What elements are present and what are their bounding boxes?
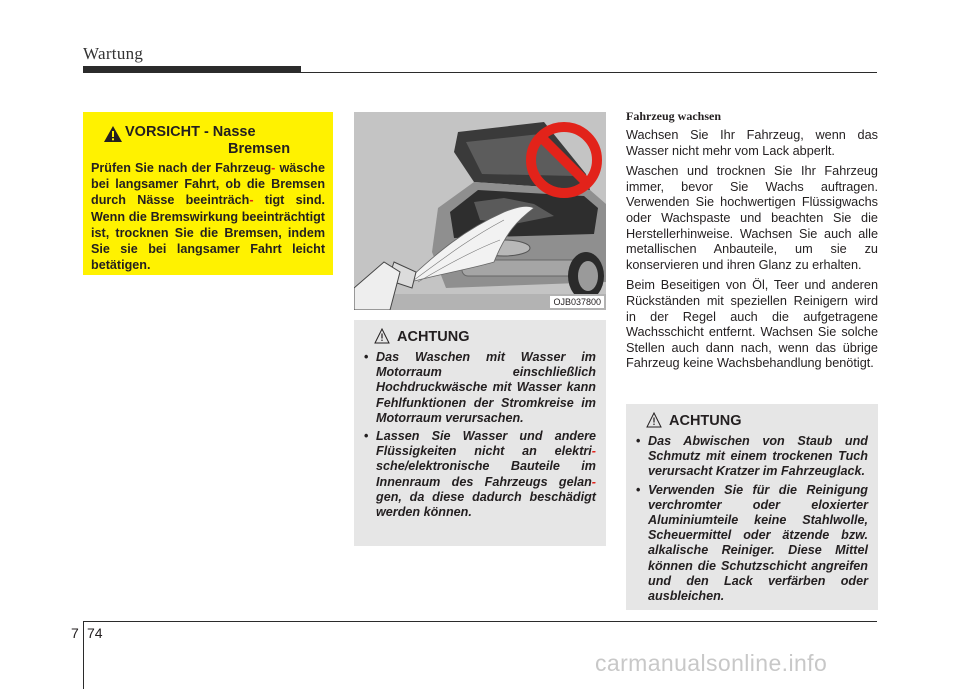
achtung-list [636,434,868,604]
section-title: Wartung [83,44,144,63]
achtung-list-item: • Das Abwischen von Staub und Schmutz mit einem trockenen Tuch verursacht Kratzer im Fahrzeuglack. [636,434,868,480]
achtung-text: sche/elektronische Bauteile im Innenraum des Fahrzeugs gelan [376,459,596,489]
warning-triangle-icon [103,125,123,143]
achtung-list-item [364,429,596,520]
warning-triangle-icon [374,328,390,344]
caution-line: beeinträchtigt ist, trocknen Sie die [91,209,325,240]
caution-line: wäsche bei langsamer Fahrt, ob die [91,161,325,192]
hyphen-mark: - [591,474,596,489]
achtung-header [364,328,596,350]
warning-triangle-icon [646,412,662,428]
caution-text [91,160,325,273]
chapter-number: 7 [71,625,79,641]
waxing-paragraph: Waschen und trocknen Sie Ihr Fahrzeug immer, bevor Sie Wachs auftragen. Verwenden Sie hochwertigen Flüssigwachs oder Wachspaste und beachten Sie die Herstellerhinweise. Wachsen Sie auch alle metallischen Anbauteile, um sie zu konservieren und ihren Glanz zu erhalten. [626,164,878,272]
achtung-title: ACHTUNG [669,413,742,429]
photo-code-label: OJB037800 [550,296,604,308]
achtung-text: Lassen Sie Wasser und andere Flüssigkeiten nicht an elektri [376,429,596,459]
caution-title-line2: Bremsen [228,141,291,157]
caution-line: Bremsen, indem Sie sie bei [91,225,326,257]
hyphen-mark: - [249,193,254,208]
achtung-list-item [364,350,596,426]
caution-box [83,112,333,275]
caution-title: VORSICHT - Nasse [125,124,256,140]
hyphen-mark: - [591,444,596,459]
header-rule [301,72,877,73]
waxing-section [626,109,878,377]
footer-rule [83,621,877,622]
caution-line: Prüfen Sie nach der Fahrzeug [91,161,272,175]
caution-line: Bremsen durch Nässe beeinträch [91,177,326,208]
caution-line: langsamer Fahrt leicht betätigen. [91,242,326,273]
achtung-title: ACHTUNG [397,329,470,345]
achtung-text: Das Waschen mit Wasser im Motorraum einschließlich Hochdruckwäsche mit Wasser kann Fehlfunktionen der Stromkreise im Motorraum verursachen. [376,350,596,425]
caution-line: tigt sind. Wenn die Bremswirkung [91,193,326,224]
achtung-header [636,412,868,434]
achtung-list-item: • Verwenden Sie für die Reinigung verchromter oder eloxierter Aluminiumteile keine Stahlwolle, Scheuermittel oder ätzende bzw. alkalische Reiniger. Diese Mittel können die Schutzschicht angreifen und den Lack verfärben oder ausbleichen. [636,483,868,605]
achtung-text: gen, da diese dadurch beschädigt werden können. [376,489,596,520]
waxing-paragraph: Wachsen Sie Ihr Fahrzeug, wenn das Wasser nicht mehr vom Lack abperlt. [626,128,878,158]
caution-header [91,122,325,158]
waxing-paragraph: Beim Beseitigen von Öl, Teer und anderen Rückständen mit speziellen Reinigern wird in der Regel auch die aufgetragene Wachsschicht entfernt. Wachsen Sie solche Stellen auch dann nach, wenn das übrige Fahrzeug keine Wachsbehandlung benötigt. [626,278,878,371]
footer-divider [83,621,84,689]
page-number: 74 [87,625,103,641]
achtung-box-cleaning [626,404,878,610]
waxing-heading: Fahrzeug wachsen [626,109,721,123]
hyphen-mark: - [271,161,276,175]
engine-wash-photo [354,112,606,310]
achtung-box-engine [354,320,606,546]
achtung-list [364,350,596,520]
car-engine-illustration [354,112,606,310]
header-bar [83,66,301,73]
watermark: carmanualsonline.info [595,650,828,676]
